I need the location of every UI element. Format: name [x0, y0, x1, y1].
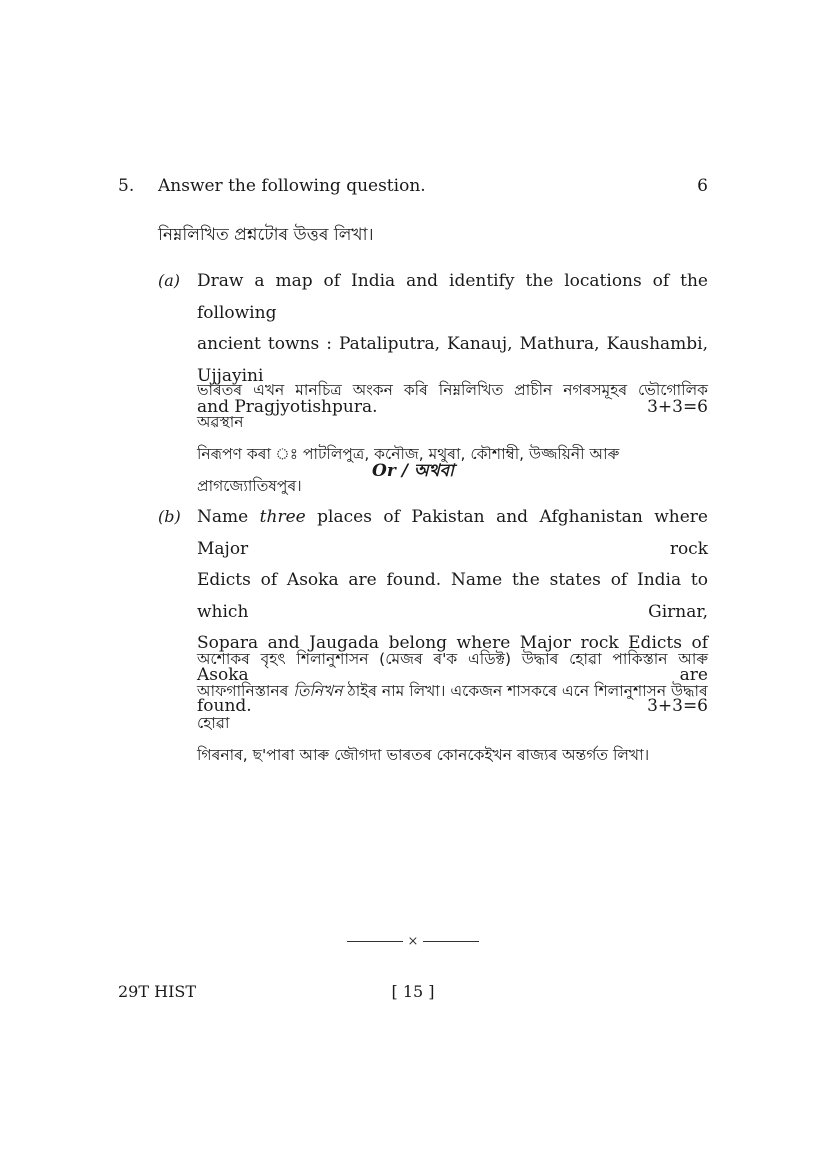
part-a-marks: 3+3=6	[647, 397, 708, 417]
paper-code: 29T HIST	[118, 982, 197, 1001]
part-a-label: (a)	[158, 271, 181, 290]
part-b-text-assamese	[197, 643, 708, 771]
or-separator: Or / অথবা	[372, 461, 454, 481]
question-number: 5.	[118, 176, 135, 196]
part-b-line-1	[197, 502, 708, 565]
part-b-as-line-3: গিৰনাৰ, ছ'পাৰা আৰু জৌগদা ভাৰতৰ কোনকেইখন ৰাজ্যৰ অন্তৰ্গত লিখা।	[197, 746, 650, 764]
part-b-line-1-pre: Name	[197, 507, 260, 527]
part-b-line-2: Edicts of Asoka are found. Name the states of India to which Girnar,	[197, 570, 708, 622]
end-cross: ×	[407, 934, 419, 949]
page-number: [ 15 ]	[391, 982, 435, 1001]
part-b-as-line-2-post: ঠাইৰ নাম লিখা। একেজন শাসকৰে এনে শিলানুশাসন উদ্ধাৰ হোৱা	[197, 682, 708, 732]
part-b-as-line-2	[197, 675, 708, 739]
part-b-as-line-2-emph: তিনিখন	[293, 682, 343, 700]
end-rule-left	[347, 941, 403, 942]
part-a-as-line-1: ভাৰতৰ এখন মানচিত্ৰ অংকন কৰি নিম্নলিখিত প্ৰাচীন নগৰসমূহৰ ভৌগোলিক অৱস্থান	[197, 381, 708, 431]
end-rule-right	[423, 941, 479, 942]
part-b-marks: 3+3=6	[647, 696, 708, 716]
end-of-questions-marker	[0, 934, 826, 949]
part-b-as-line-1: অশোকৰ বৃহৎ শিলানুশাসন (মেজৰ ৰ'ক এডিক্ট) উদ্ধাৰ হোৱা পাকিস্তান আৰু	[197, 650, 708, 668]
part-b-as-line-2-pre: আফগানিস্তানৰ	[197, 682, 294, 700]
part-a-as-line-2: নিৰূপণ কৰা ঃ পাটলিপুত্ৰ, কনৌজ, মথুৰা, কৌশাম্বী, উজ্জয়িনী আৰু প্ৰাগজ্যোতিষপুৰ।	[197, 445, 620, 495]
part-a-line-3-text: and Pragjyotishpura.	[197, 397, 378, 417]
part-a-line-2: ancient towns : Pataliputra, Kanauj, Mathura, Kaushambi, Ujjayini	[197, 334, 708, 386]
part-b-line-4-text: found.	[197, 696, 252, 716]
part-b-line-1-post: places of Pakistan and Afghanistan where Major rock	[197, 507, 708, 559]
part-a-line-1: Draw a map of India and identify the locations of the following	[197, 271, 708, 323]
question-heading-assamese: নিম্নলিখিত প্ৰশ্নটোৰ উত্তৰ লিখা।	[158, 225, 374, 245]
part-b-label: (b)	[158, 507, 181, 526]
question-heading: Answer the following question.	[158, 176, 426, 196]
part-b-line-3: Sopara and Jaugada belong where Major rock Edicts of Asoka are	[197, 633, 708, 685]
question-marks: 6	[697, 176, 708, 196]
part-b-line-1-emph: three	[259, 507, 306, 527]
